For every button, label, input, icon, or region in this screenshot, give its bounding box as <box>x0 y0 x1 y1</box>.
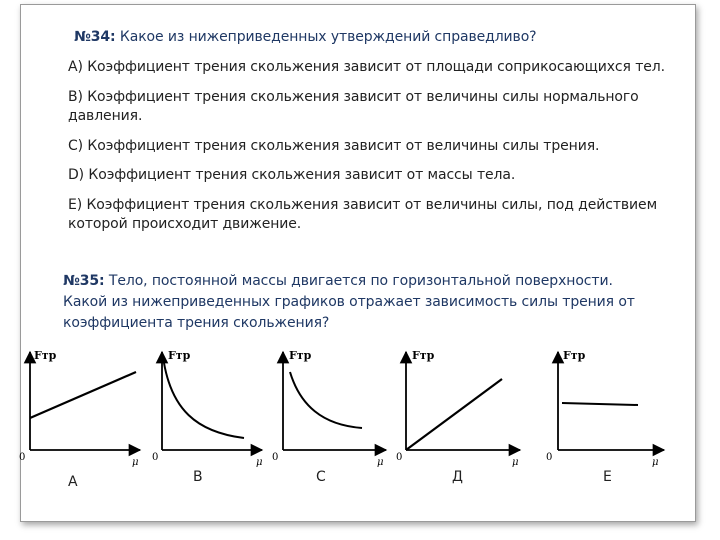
graph-c-origin: 0 <box>272 452 279 463</box>
graph-c-xlabel: μ <box>377 457 384 468</box>
graph-d-xlabel: μ <box>512 457 519 468</box>
graph-e-ylabel: Fтр <box>563 349 586 362</box>
graph-b-ylabel: Fтр <box>168 349 191 362</box>
graph-a-origin: 0 <box>19 452 26 463</box>
graph-d-name: Д <box>452 469 463 485</box>
q35-number: №35: <box>63 273 105 289</box>
graph-e-curve <box>562 403 638 405</box>
q34-option-e-cont: которой происходит движение. <box>68 216 302 232</box>
graph-d-origin: 0 <box>396 452 403 463</box>
graph-c-name: С <box>316 469 326 485</box>
graph-b-name: В <box>193 469 203 485</box>
q34-option-a: A) Коэффициент трения скольжения зависит от площади соприкосающихся тел. <box>68 59 665 75</box>
graph-d-ylabel: Fтр <box>412 349 435 362</box>
graph-c <box>272 349 386 468</box>
graph-d-curve <box>406 379 502 450</box>
graph-e-xlabel: μ <box>652 457 659 468</box>
graph-a-curve <box>30 372 136 418</box>
graph-d <box>396 349 520 468</box>
graph-a-ylabel: Fтр <box>34 349 57 362</box>
graph-b-curve <box>164 363 244 438</box>
graph-e-name: Е <box>603 469 612 485</box>
graph-a-name: А <box>68 474 78 490</box>
graph-e <box>546 349 664 468</box>
q34-option-c: C) Коэффициент трения скольжения зависит от величины силы трения. <box>68 138 600 154</box>
graph-b-origin: 0 <box>152 452 159 463</box>
q34-option-e: E) Коэффициент трения скольжения зависит от величины силы, под действием <box>68 197 658 213</box>
graph-a <box>19 349 140 468</box>
q34-number: №34: <box>74 29 116 45</box>
q35-line1: Тело, постоянной массы двигается по горизонтальной поверхности. <box>104 273 613 289</box>
q35-line3: коэффициента трения скольжения? <box>63 315 330 331</box>
q35-line2: Какой из нижеприведенных графиков отражает зависимость силы трения от <box>63 294 635 310</box>
q34-option-d: D) Коэффициент трения скольжения зависит от массы тела. <box>68 167 516 183</box>
q34-question: Какое из нижеприведенных утверждений справедливо? <box>115 29 537 45</box>
graph-b <box>152 349 263 468</box>
graph-c-ylabel: Fтр <box>289 349 312 362</box>
graph-b-xlabel: μ <box>256 457 263 468</box>
graph-e-origin: 0 <box>546 452 553 463</box>
q34-option-b: B) Коэффициент трения скольжения зависит от величины силы нормального <box>68 89 639 105</box>
graph-a-xlabel: μ <box>132 457 139 468</box>
graph-c-curve <box>290 372 362 428</box>
q34-option-b-cont: давления. <box>68 108 143 124</box>
